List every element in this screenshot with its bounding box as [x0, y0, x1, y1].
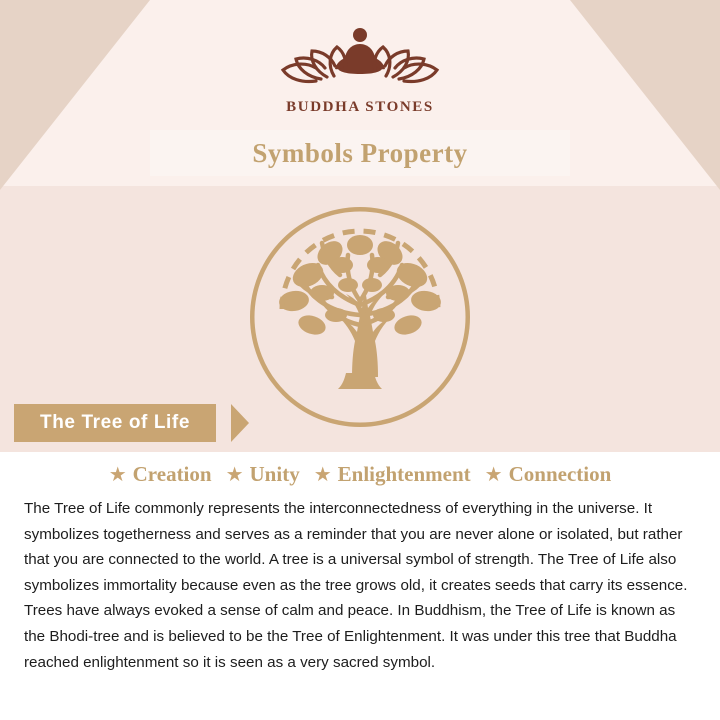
brand-logo: [275, 22, 445, 116]
keyword-label: Creation: [132, 462, 212, 486]
page-title-banner: [150, 130, 570, 176]
keyword-item: [314, 462, 471, 487]
symbol-name-ribbon: [14, 404, 216, 442]
star-icon: ★: [108, 463, 127, 486]
ribbon-tail-icon: [231, 404, 249, 442]
keyword-list: [0, 462, 720, 487]
keyword-item: [109, 462, 212, 487]
star-icon: ★: [225, 463, 244, 486]
symbol-name-label: The Tree of Life: [40, 412, 191, 433]
description-paragraph: The Tree of Life commonly represents the interconnectedness of everything in the universe. It symbolizes togetherness and serves as a reminder that you are never alone or isolated, but rather that you are connected to the world. A tree is a universal symbol of strength. The Tree of Life also symbolizes immortality because even as the tree grows old, it creates seeds that carry its essence. Trees have always evoked a sense of calm and peace. In Buddhism, the Tree of Life is known as the Bhodi-tree and is believed to be the Tree of Enlightenment. It was under this tree that Buddha reached enlightenment so it is seen as a very sacred symbol.: [24, 500, 688, 671]
star-icon: ★: [484, 463, 503, 486]
keyword-item: [226, 462, 300, 487]
lotus-meditating-figure-icon: [275, 22, 445, 93]
tree-of-life-circle-icon: [248, 205, 472, 434]
keyword-label: Unity: [249, 462, 300, 486]
keyword-label: Connection: [508, 462, 612, 486]
keyword-label: Enlightenment: [337, 462, 471, 486]
star-icon: ★: [313, 463, 332, 486]
brand-name: BUDDHA STONES: [286, 99, 434, 115]
keyword-item: [485, 462, 612, 487]
page-title: Symbols Property: [252, 137, 468, 168]
